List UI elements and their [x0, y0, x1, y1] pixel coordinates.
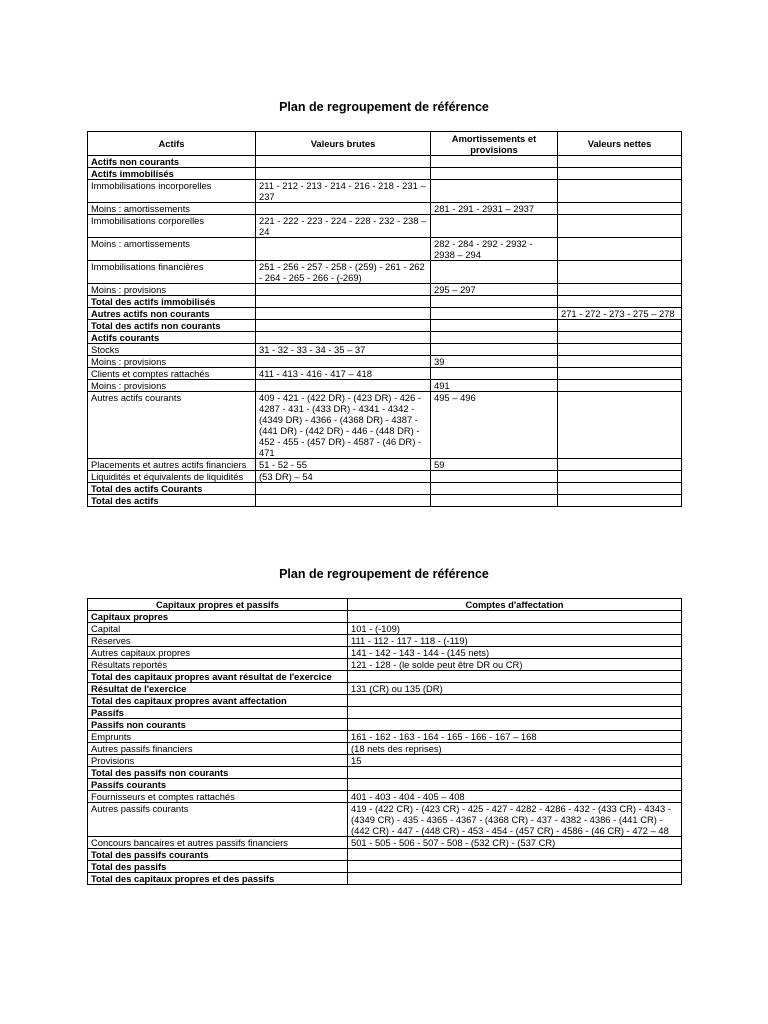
table-row [88, 743, 682, 755]
actifs-row-amortissements [431, 308, 558, 320]
table-row [88, 156, 682, 168]
passifs-row-label: Capital [88, 623, 348, 635]
actifs-row-valeurs-brutes [256, 332, 431, 344]
passifs-row-label: Autres passifs courants [88, 803, 348, 837]
actifs-row-valeurs-nettes [558, 392, 682, 459]
passifs-header-capitaux: Capitaux propres et passifs [88, 599, 348, 611]
actifs-row-amortissements [431, 156, 558, 168]
actifs-row-valeurs-nettes [558, 471, 682, 483]
passifs-row-label: Concours bancaires et autres passifs financiers [88, 837, 348, 849]
passifs-row-comptes: 15 [348, 755, 682, 767]
passifs-header-comptes: Comptes d'affectation [348, 599, 682, 611]
passifs-header-row [88, 599, 682, 611]
actifs-row-valeurs-nettes [558, 203, 682, 215]
table-row [88, 296, 682, 308]
table-row [88, 261, 682, 284]
actifs-row-valeurs-brutes [256, 156, 431, 168]
table-row [88, 635, 682, 647]
table-row [88, 392, 682, 459]
passifs-row-comptes: 121 - 128 - (le solde peut être DR ou CR) [348, 659, 682, 671]
passifs-row-label: Total des capitaux propres et des passifs [88, 873, 348, 885]
actifs-header-row [88, 132, 682, 156]
actifs-row-valeurs-nettes [558, 296, 682, 308]
passifs-row-label: Passifs courants [88, 779, 348, 791]
actifs-row-label: Stocks [88, 344, 256, 356]
passifs-row-label: Emprunts [88, 731, 348, 743]
actifs-row-valeurs-nettes [558, 380, 682, 392]
table-row [88, 611, 682, 623]
passifs-row-comptes: 101 - (-109) [348, 623, 682, 635]
actifs-row-label: Total des actifs immobilisés [88, 296, 256, 308]
actifs-row-label: Actifs courants [88, 332, 256, 344]
actifs-row-valeurs-nettes [558, 180, 682, 203]
actifs-header-valeurs-nettes: Valeurs nettes [558, 132, 682, 156]
actifs-row-amortissements [431, 368, 558, 380]
passifs-row-comptes [348, 849, 682, 861]
table-row [88, 791, 682, 803]
passifs-row-comptes: 131 (CR) ou 135 (DR) [348, 683, 682, 695]
passifs-row-comptes [348, 861, 682, 873]
actifs-row-valeurs-nettes [558, 368, 682, 380]
passifs-section-title: Plan de regroupement de référence [279, 567, 489, 581]
actifs-row-valeurs-nettes [558, 483, 682, 495]
table-row [88, 215, 682, 238]
actifs-row-valeurs-brutes: 211 - 212 - 213 - 214 - 216 - 218 - 231 – 237 [256, 180, 431, 203]
actifs-row-amortissements [431, 344, 558, 356]
actifs-row-valeurs-nettes [558, 156, 682, 168]
passifs-row-comptes [348, 695, 682, 707]
passifs-row-comptes [348, 707, 682, 719]
table-row [88, 238, 682, 261]
passifs-row-comptes [348, 671, 682, 683]
table-row [88, 849, 682, 861]
actifs-row-label: Total des actifs Courants [88, 483, 256, 495]
actifs-row-valeurs-brutes: (53 DR) – 54 [256, 471, 431, 483]
passifs-row-comptes: 141 - 142 - 143 - 144 - (145 nets) [348, 647, 682, 659]
actifs-row-amortissements [431, 320, 558, 332]
table-row [88, 320, 682, 332]
passifs-row-comptes: (18 nets des reprises) [348, 743, 682, 755]
table-row [88, 873, 682, 885]
actifs-row-label: Moins : provisions [88, 380, 256, 392]
passifs-row-label: Capitaux propres [88, 611, 348, 623]
passifs-row-label: Réserves [88, 635, 348, 647]
actifs-row-valeurs-nettes [558, 215, 682, 238]
actifs-row-label: Moins : provisions [88, 284, 256, 296]
actifs-row-valeurs-brutes [256, 320, 431, 332]
actifs-row-label: Actifs immobilisés [88, 168, 256, 180]
actifs-row-valeurs-brutes [256, 495, 431, 507]
table-row [88, 471, 682, 483]
passifs-row-comptes [348, 873, 682, 885]
actifs-row-valeurs-brutes [256, 296, 431, 308]
actifs-row-valeurs-brutes: 411 - 413 - 416 - 417 – 418 [256, 368, 431, 380]
passifs-row-comptes: 161 - 162 - 163 - 164 - 165 - 166 - 167 – 168 [348, 731, 682, 743]
actifs-row-valeurs-nettes [558, 320, 682, 332]
table-row [88, 695, 682, 707]
table-row [88, 180, 682, 203]
actifs-row-label: Actifs non courants [88, 156, 256, 168]
actifs-row-amortissements [431, 332, 558, 344]
actifs-row-valeurs-brutes [256, 356, 431, 368]
actifs-row-valeurs-brutes [256, 203, 431, 215]
passifs-row-comptes: 111 - 112 - 117 - 118 - (-119) [348, 635, 682, 647]
table-row [88, 623, 682, 635]
passifs-row-comptes: 401 - 403 - 404 - 405 – 408 [348, 791, 682, 803]
table-row [88, 779, 682, 791]
actifs-row-label: Moins : amortissements [88, 203, 256, 215]
passifs-row-comptes [348, 611, 682, 623]
actifs-row-valeurs-nettes [558, 261, 682, 284]
actifs-section-title: Plan de regroupement de référence [279, 100, 489, 114]
actifs-row-valeurs-nettes [558, 495, 682, 507]
passifs-row-comptes [348, 719, 682, 731]
actifs-row-valeurs-brutes [256, 483, 431, 495]
actifs-row-valeurs-nettes [558, 332, 682, 344]
actifs-row-label: Placements et autres actifs financiers [88, 459, 256, 471]
actifs-row-label: Moins : amortissements [88, 238, 256, 261]
actifs-row-valeurs-brutes [256, 284, 431, 296]
actifs-row-amortissements [431, 471, 558, 483]
actifs-row-valeurs-brutes [256, 168, 431, 180]
passifs-row-label: Autres capitaux propres [88, 647, 348, 659]
actifs-header-actifs: Actifs [88, 132, 256, 156]
actifs-row-valeurs-nettes [558, 168, 682, 180]
actifs-row-amortissements [431, 215, 558, 238]
passifs-row-label: Provisions [88, 755, 348, 767]
actifs-row-valeurs-nettes: 271 - 272 - 273 - 275 – 278 [558, 308, 682, 320]
actifs-row-valeurs-nettes [558, 356, 682, 368]
table-row [88, 755, 682, 767]
actifs-row-amortissements: 282 - 284 - 292 - 2932 - 2938 – 294 [431, 238, 558, 261]
actifs-row-label: Autres actifs courants [88, 392, 256, 459]
passifs-row-label: Autres passifs financiers [88, 743, 348, 755]
actifs-table [87, 131, 682, 507]
actifs-row-amortissements [431, 483, 558, 495]
actifs-header-amortissements: Amortissements et provisions [431, 132, 558, 156]
passifs-row-label: Total des capitaux propres avant résultat de l'exercice [88, 671, 348, 683]
table-row [88, 380, 682, 392]
actifs-row-label: Immobilisations corporelles [88, 215, 256, 238]
actifs-row-label: Clients et comptes rattachés [88, 368, 256, 380]
passifs-table-body [88, 611, 682, 885]
actifs-row-valeurs-nettes [558, 344, 682, 356]
actifs-row-label: Immobilisations financières [88, 261, 256, 284]
actifs-row-label: Moins : provisions [88, 356, 256, 368]
table-row [88, 284, 682, 296]
table-row [88, 483, 682, 495]
actifs-row-amortissements: 39 [431, 356, 558, 368]
table-row [88, 495, 682, 507]
table-row [88, 837, 682, 849]
passifs-table [87, 598, 682, 885]
actifs-row-label: Autres actifs non courants [88, 308, 256, 320]
actifs-row-valeurs-brutes: 409 - 421 - (422 DR) - (423 DR) - 426 - 4287 - 431 - (433 DR) - 4341 - 4342 - (4349 DR) - 4366 - (4368 DR) - 4387 - (441 DR) - (442 DR) - 446 - (448 DR) - 452 - 455 - (457 DR) - 4587 - (46 DR) - 471 [256, 392, 431, 459]
actifs-row-valeurs-brutes: 51 - 52 - 55 [256, 459, 431, 471]
passifs-row-label: Total des passifs courants [88, 849, 348, 861]
table-row [88, 332, 682, 344]
table-row [88, 719, 682, 731]
actifs-row-amortissements [431, 296, 558, 308]
table-row [88, 683, 682, 695]
actifs-row-valeurs-brutes: 221 - 222 - 223 - 224 - 228 - 232 - 238 – 24 [256, 215, 431, 238]
table-row [88, 459, 682, 471]
passifs-row-label: Passifs [88, 707, 348, 719]
passifs-row-label: Résultats reportés [88, 659, 348, 671]
actifs-row-label: Liquidités et équivalents de liquidités [88, 471, 256, 483]
table-row [88, 168, 682, 180]
table-row [88, 308, 682, 320]
actifs-row-amortissements [431, 495, 558, 507]
passifs-row-comptes: 419 - (422 CR) - (423 CR) - 425 - 427 - 4282 - 4286 - 432 - (433 CR) - 4343 - (4349 CR) - 435 - 4365 - 4367 - (4368 CR) - 437 - 4382 - 4386 - (441 CR) - (442 CR) - 447 - (448 CR) - 453 - 454 - (457 CR) - 4586 - (46 CR) - 472 – 48 [348, 803, 682, 837]
actifs-row-valeurs-nettes [558, 459, 682, 471]
table-row [88, 731, 682, 743]
passifs-row-label: Fournisseurs et comptes rattachés [88, 791, 348, 803]
actifs-table-body [88, 156, 682, 507]
passifs-row-comptes [348, 779, 682, 791]
actifs-row-amortissements [431, 180, 558, 203]
passifs-row-label: Total des capitaux propres avant affectation [88, 695, 348, 707]
actifs-row-amortissements: 491 [431, 380, 558, 392]
table-row [88, 203, 682, 215]
actifs-row-label: Total des actifs non courants [88, 320, 256, 332]
table-row [88, 647, 682, 659]
actifs-row-valeurs-brutes [256, 238, 431, 261]
table-row [88, 671, 682, 683]
actifs-row-amortissements: 495 – 496 [431, 392, 558, 459]
passifs-row-comptes [348, 767, 682, 779]
table-row [88, 803, 682, 837]
passifs-row-label: Passifs non courants [88, 719, 348, 731]
passifs-row-label: Total des passifs [88, 861, 348, 873]
table-row [88, 707, 682, 719]
table-row [88, 356, 682, 368]
table-row [88, 861, 682, 873]
actifs-row-valeurs-brutes [256, 380, 431, 392]
actifs-row-valeurs-nettes [558, 238, 682, 261]
actifs-header-valeurs-brutes: Valeurs brutes [256, 132, 431, 156]
actifs-row-amortissements: 295 – 297 [431, 284, 558, 296]
actifs-row-amortissements [431, 261, 558, 284]
passifs-row-label: Total des passifs non courants [88, 767, 348, 779]
passifs-row-comptes: 501 - 505 - 506 - 507 - 508 - (532 CR) - (537 CR) [348, 837, 682, 849]
actifs-row-valeurs-brutes [256, 308, 431, 320]
passifs-row-label: Résultat de l'exercice [88, 683, 348, 695]
table-row [88, 767, 682, 779]
actifs-row-amortissements [431, 168, 558, 180]
actifs-row-label: Immobilisations incorporelles [88, 180, 256, 203]
actifs-row-valeurs-brutes: 251 - 256 - 257 - 258 - (259) - 261 - 262 - 264 - 265 - 266 - (-269) [256, 261, 431, 284]
actifs-row-valeurs-nettes [558, 284, 682, 296]
table-row [88, 659, 682, 671]
table-row [88, 368, 682, 380]
actifs-row-valeurs-brutes: 31 - 32 - 33 - 34 - 35 – 37 [256, 344, 431, 356]
actifs-row-amortissements: 281 - 291 - 2931 – 2937 [431, 203, 558, 215]
actifs-row-label: Total des actifs [88, 495, 256, 507]
actifs-row-amortissements: 59 [431, 459, 558, 471]
table-row [88, 344, 682, 356]
